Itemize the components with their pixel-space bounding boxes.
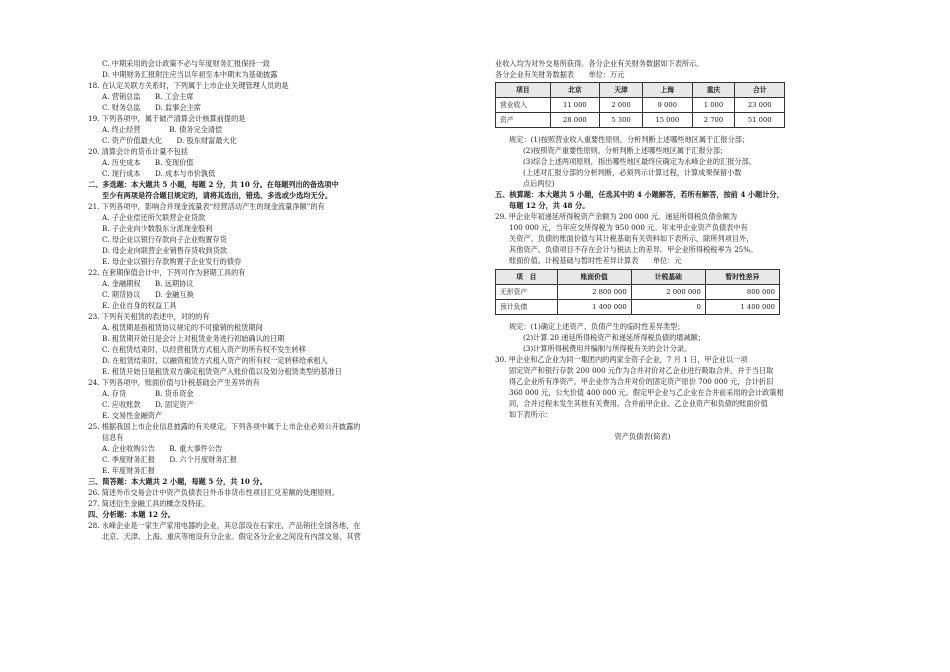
question-line: C. 资产价值最大化 D. 股东财富最大化 (102, 136, 237, 145)
question-line: 北京、天津、上海、重庆等地设有分企业。假定各分企业之间没有内部交易，其营 (102, 532, 361, 541)
question-line: 二、多选题：本大题共 5 小题，每题 2 分，共 10 分。在每题列出的备选项中 (88, 180, 339, 189)
row-label-cell: 预计负债 (496, 300, 558, 315)
question-line: E. 租赁开始日是租赁双方确定租赁资产入账价值以及划分租赁类型的基准日 (102, 367, 342, 376)
question-line: 30. 甲企业和乙企业为同一集团内的两家全资子企业，7 月 1 日，甲企业以一项 (495, 355, 748, 364)
question-line: 19. 下列各项中，属于破产清算会计核算前提的是 (88, 114, 246, 123)
table-row (496, 300, 780, 315)
question-line: A. 存货 B. 货币资金 (102, 389, 194, 398)
value-cell: 2 000 000 (631, 285, 705, 300)
question-line: A. 子企业偿还所欠联营企业货款 (102, 213, 206, 222)
question-line: 账面价值、计税基础与暂时性差异计算表 单位：元 (509, 256, 682, 265)
column-header: 账面价值 (557, 270, 631, 285)
value-cell: 23 000 (735, 98, 785, 113)
right-intro (495, 58, 790, 80)
table-row (496, 285, 780, 300)
question-line: (2)计算 20 递延所得税资产和递延所得税负债的增减额； (523, 333, 706, 342)
table-header-row (496, 270, 780, 285)
question-line: 三、简答题：本大题共 2 小题，每题 5 分，共 10 分。 (88, 477, 267, 486)
question-line: 规定：(1)按照营业收入重要性原则，分析判断上述哪些地区属于汇报分部； (509, 135, 750, 144)
row-label-cell: 无形资产 (496, 285, 558, 300)
question-line: (3)综合上述两项原则，指出哪些地区最终应确定为永峰企业的汇报分部。 (523, 157, 756, 166)
question-line: B. 子企业向少数股东分派现金股利 (102, 224, 213, 233)
question-line: 同，合并过程未发生其他有关费用。合并前甲企业、乙企业资产和负债的账面价值 (509, 399, 768, 408)
value-cell: 15 000 (643, 113, 692, 128)
question-line: C. 在租赁结束时，以经营租赁方式租入资产的所有权不发生转移 (102, 345, 306, 354)
row-label-cell: 营业收入 (496, 98, 551, 113)
column-header: 北京 (550, 83, 599, 98)
question-line: 18. 在认定关联方关系时，下列属于上市企业关键管理人员的是 (88, 81, 289, 90)
question-line: B. 租赁期开始日是会计上对租赁业务进行初始确认的日期 (102, 334, 285, 343)
value-cell: 2 000 (600, 98, 643, 113)
question-line: C. 应收账款 D. 固定资产 (102, 400, 194, 409)
question-line: 规定：(1)确定上述资产、负债产生的临时性差异类型； (509, 322, 685, 331)
temporary-difference-table (495, 269, 780, 315)
question-line: 点后两位) (523, 179, 555, 188)
value-cell: 11 000 (550, 98, 599, 113)
question-line: 关资产、负债的账面价值与其计税基础有关资料如下表所示，除所列项目外， (509, 234, 754, 243)
right-middle (495, 134, 790, 266)
right-column (495, 58, 790, 442)
question-line: 100 000 元，当年应交所得税为 950 000 元。年末甲企业资产负债表中有 (509, 223, 748, 232)
value-cell: 9 000 (643, 98, 692, 113)
question-line: 四、分析题：本题 12 分。 (88, 510, 175, 519)
question-line: (3)计算所得税费用并编制与所得税有关的会计分录。 (523, 344, 692, 353)
intro-line: 各分企业有关财务数据表 单位：万元 (495, 70, 625, 79)
question-line: 20. 清算会计的货币计量不包括 (88, 147, 188, 156)
value-cell: 5 300 (600, 113, 643, 128)
question-line: A. 营销总监 B. 工会主席 (102, 92, 194, 101)
question-line: C. 季度财务汇报 D. 六个月度财务汇报 (102, 455, 237, 464)
question-line: E. 企业自身的权益工具 (102, 301, 177, 310)
column-header: 合计 (735, 83, 785, 98)
row-label-cell: 资产 (496, 113, 551, 128)
right-end (495, 321, 790, 442)
question-line: D. 中期财务汇报附注应当以年初至本中期末为基础披露 (102, 70, 278, 79)
column-header: 项 目 (496, 270, 558, 285)
question-line: 360 000 元，公允价值 400 000 元。假定甲企业与乙企业在合并前采用的会计政策相 (509, 388, 784, 397)
question-line (495, 420, 790, 431)
question-line: C. 期货协议 D. 金融互换 (102, 290, 194, 299)
value-cell: 2 800 000 (557, 285, 631, 300)
table-row (496, 98, 785, 113)
question-line: 25. 根据我国上市企业信息披露的有关规定，下列各项中属于上市企业必须公开披露的 (88, 422, 361, 431)
question-line: 每题 12 分，共 48 分。 (509, 201, 590, 210)
question-line: 如下表所示： (509, 410, 553, 419)
value-cell: 1 000 (692, 98, 735, 113)
question-line: 22. 在套期保值会计中，下列可作为套期工具的有 (88, 268, 246, 277)
question-line: 28. 永峰企业是一家生产家用电器的企业，其总部设在石家庄，产品销往全国各地，在 (88, 521, 361, 530)
question-line: E. 交易性金融资产 (102, 411, 163, 420)
question-line: 资产负债表(简表) (614, 432, 671, 441)
question-line: A. 租赁期是指租赁协议规定的不可撤销的租赁期间 (102, 323, 263, 332)
question-line: D. 母企业向联营企业销售存货收到货款 (102, 246, 228, 255)
question-line: 其他资产、负债项目不存在会计与税法上的差异。甲企业所得税税率为 25%。 (509, 245, 758, 254)
question-line: A. 终止经营 B. 债务完全清偿 (102, 125, 223, 134)
value-cell: 2 700 (692, 113, 735, 128)
question-line: (上述对汇报分部的分析判断，必须列示计算过程，计算成果保留小数 (523, 168, 742, 177)
value-cell: 0 (631, 300, 705, 315)
question-line: (2)按照资产重要性原则，分析判断上述哪些地区属于汇报分部； (523, 146, 728, 155)
question-line: 27. 简述衍生金融工具的概念及特征。 (88, 499, 210, 508)
column-header: 天津 (600, 83, 643, 98)
question-line: 固定资产和银行存款 200 000 元作为合并对价对乙企业进行吸取合并，并于当日取 (509, 366, 774, 375)
value-cell: 1 400 000 (705, 300, 779, 315)
column-header: 项目 (496, 83, 551, 98)
table-header-row (496, 83, 785, 98)
question-line: C. 母企业以银行存款向子企业购置存货 (102, 235, 227, 244)
table-row (496, 113, 785, 128)
question-line: 21. 下列各项中，影响合并现金流量表“经营活动产生的现金流量净额”的有 (88, 202, 325, 211)
question-line: 得乙企业所有净资产。甲企业作为合并对价的固定资产原价 700 000 元，合计折旧 (509, 377, 774, 386)
column-header: 重庆 (692, 83, 735, 98)
question-line: 29. 甲企业年初递延所得税资产余额为 200 000 元、递延所得税负债余额为 (495, 212, 738, 221)
question-line: A. 企业收购公告 B. 重大事件公告 (102, 444, 223, 453)
value-cell: 1 400 000 (557, 300, 631, 315)
question-line: 信息有 (102, 433, 124, 442)
question-line: 五、核算题：本大题共 5 小题，任选其中的 4 小题解答，若所有解答，按前 4 小题计分， (495, 190, 784, 199)
question-line: C. 财务总监 D. 监事会主席 (102, 103, 201, 112)
value-cell: 51 000 (735, 113, 785, 128)
question-line: E. 母企业以银行存款购置子企业发行的债券 (102, 257, 242, 266)
question-line: 24. 下列各项中，账面价值与计税基础会产生差异的有 (88, 378, 260, 387)
question-line: C. 中期采用的会计政策不必与年度财务汇报保持一致 (102, 59, 270, 68)
question-line: D. 在租赁结束时，以融资租赁方式租入资产的所有权一定转移给承租人 (102, 356, 328, 365)
intro-line: 业收入均为对外交易所获得。各分企业有关财务数据如下表所示。 (495, 59, 704, 68)
column-header: 计税基础 (631, 270, 705, 285)
question-line: A. 金融期权 B. 远期协议 (102, 279, 194, 288)
question-line: 23. 下列有关租赁的表述中，对的的有 (88, 312, 210, 321)
column-header: 暂时性差异 (705, 270, 779, 285)
question-line: A. 历史成本 B. 变现价值 (102, 158, 194, 167)
question-line: E. 年度财务汇报 (102, 466, 155, 475)
value-cell: 800 000 (705, 285, 779, 300)
column-header: 上海 (643, 83, 692, 98)
question-line: 至少有两项是符合题目规定的，请将其选出，错选、多选或少选均无分。 (102, 191, 333, 200)
left-column (88, 58, 388, 542)
question-line: 26. 简述外币交易会计中资产负债表日外币非货币性项目汇兑差额的处理原则。 (88, 488, 339, 497)
question-line: C. 现行成本 D. 成本与市价孰低 (102, 169, 216, 178)
branch-finance-table (495, 82, 785, 128)
value-cell: 28 000 (550, 113, 599, 128)
